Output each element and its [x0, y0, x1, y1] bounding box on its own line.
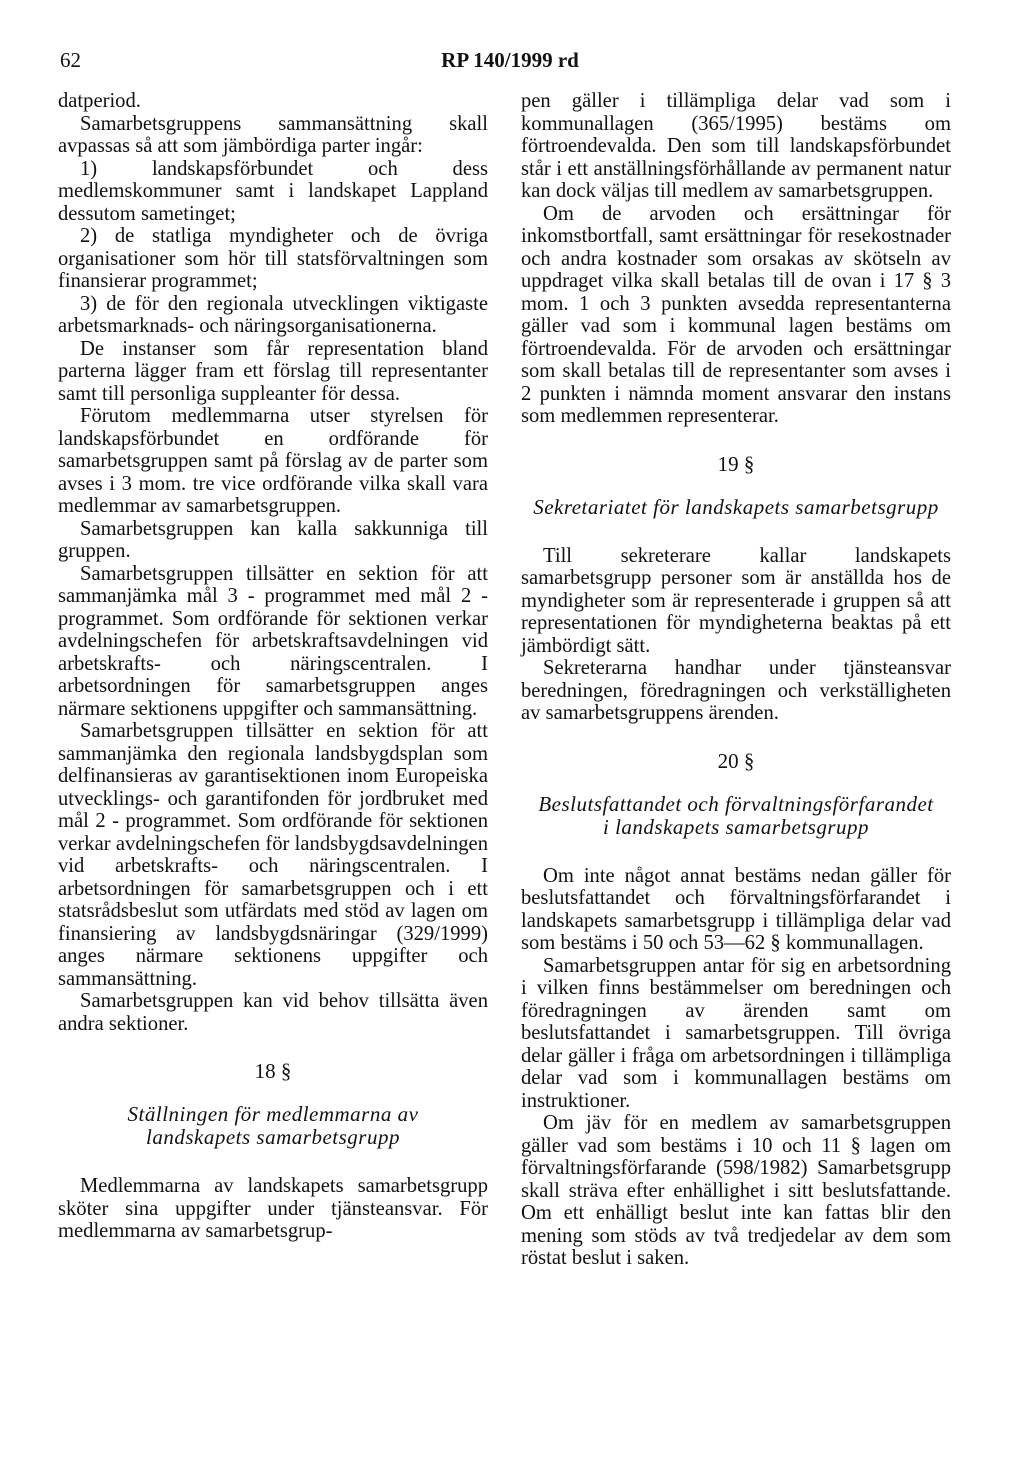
heading-line: landskapets samarbetsgrupp — [146, 1125, 400, 1149]
paragraph: datperiod. — [58, 90, 141, 112]
section-heading-20 — [521, 793, 951, 839]
document-id: RP 140/1999 rd — [441, 48, 579, 72]
paragraph: Sekreterarna handhar under tjänsteansvar beredningen, föredragningen och verkställigheten av samarbetsgruppens ärenden. — [521, 657, 951, 724]
paragraph: Samarbetsgruppen kan kalla sakkunniga till gruppen. — [58, 517, 488, 562]
paragraph: Samarbetsgruppen kan vid behov tillsätta även andra sektioner. — [58, 990, 488, 1035]
paragraph: pen gäller i tillämpliga delar vad som i kommunallagen (365/1995) bestäms om förtroendevalda. Den som till landskapsförbundet står i ett anställningsförhållande av permanent natur kan dock väljas till medlem av samarbetsgruppen. — [521, 90, 951, 202]
section-number-19: 19 § — [717, 451, 755, 476]
paragraph: 3) de för den regionala utvecklingen viktigaste arbetsmarknads- och näringsorganisationerna. — [58, 292, 488, 337]
paragraph: 2) de statliga myndigheter och de övriga organisationer som hör till statsförvaltningen som finansierar programmet; — [58, 225, 488, 292]
paragraph: Förutom medlemmarna utser styrelsen för landskapsförbundet en ordförande för samarbetsgruppen samt på förslag av de parter som avses i 3 mom. tre vice ordförande vilka skall vara medlemmar av samarbetsgruppen. — [58, 405, 488, 517]
heading-line: Ställningen för medlemmarna av — [127, 1102, 419, 1126]
paragraph: Samarbetsgruppen antar för sig en arbetsordning i vilken finns bestämmelser om beredningen och föredragningen av ärenden samt om beslutsfattandet i samarbetsgruppen. Till övriga delar gäller i fråga om arbetsordningen i tillämpliga delar vad som i kommunallagen bestäms om instruktioner. — [521, 954, 951, 1112]
paragraph: Medlemmarna av landskapets samarbetsgrupp sköter sina uppgifter under tjänsteansvar. För medlemmarna av samarbetsgrup- — [58, 1175, 488, 1242]
paragraph: Samarbetsgruppen tillsätter en sektion för att sammanjämka mål 3 - programmet med mål 2 - programmet. Som ordförande för sektionen verkar avdelningschefen för arbetskraftsavdelningen vid arbetskrafts- och näringscentralen. I arbetsordningen för samarbetsgruppen anges närmare sektionens uppgifter och sammansättning. — [58, 562, 488, 720]
paragraph: Om inte något annat bestäms nedan gäller för beslutsfattandet och förvaltningsförfarandet i landskapets samarbetsgrupp i tillämpliga delar vad som bestäms i 50 och 53—62 § kommunallagen. — [521, 864, 951, 954]
paragraph: De instanser som får representation bland parterna lägger fram ett förslag till representanter samt till personliga suppleanter för dessa. — [58, 337, 488, 405]
paragraph: 1) landskapsförbundet och dess medlemskommuner samt i landskapet Lappland dessutom sametinget; — [58, 157, 488, 225]
left-column — [58, 90, 488, 1243]
page-number: 62 — [60, 48, 81, 72]
paragraph: Om de arvoden och ersättningar för inkomstbortfall, samt ersättningar för resekostnader och andra kostnader som orsakas av skötseln av uppdraget vilka skall betalas till de ovan i 17 § 3 mom. 1 och 3 punkten avsedda representanterna gäller vad som i kommunal lagen bestäms om förtroendevalda. För de arvoden och ersättningar som skall betalas till de representanter som avses i 2 punkten i nämnda moment ansvarar den instans som medlemmen representerar. — [521, 202, 951, 427]
heading-line: Beslutsfattandet och förvaltningsförfarandet — [538, 791, 934, 816]
right-column — [521, 90, 951, 1270]
paragraph: Till sekreterare kallar landskapets samarbetsgrupp personer som är anställda hos de myndigheter som är representerade i gruppen så att representationen för myndigheterna beaktas på ett jämbördigt sätt. — [521, 544, 951, 657]
page-header — [60, 48, 960, 78]
paragraph: Om jäv för en medlem av samarbetsgruppen gäller vad som bestäms i 10 och 11 § lagen om förvaltningsförfarande (598/1982) Samarbetsgrupp skall sträva efter enhällighet i sitt beslutsfattande. Om ett enhälligt beslut inte kan fattas blir den mening som stöds av två tredjedelar av dem som röstat beslut i saken. — [521, 1112, 951, 1269]
paragraph: Samarbetsgruppens sammansättning skall avpassas så att som jämbördiga parter ingår: — [58, 112, 488, 157]
paragraph: Samarbetsgruppen tillsätter en sektion för att sammanjämka den regionala landsbygdsplan som delfinansieras av garantisektionen inom Europeiska utvecklings- och garantifonden för jordbruket med mål 2 - programmet. Som ordförande för sektionen verkar avdelningschefen för landsbygdsavdelningen vid arbetskrafts- och näringscentralen. I arbetsordningen för samarbetsgruppen och i ett statsrådsbeslut som utfärdats med stöd av lagen om finansiering av landsbygdsnäringar (329/1999) anges närmare sektionens uppgifter och sammansättning. — [58, 720, 488, 990]
section-heading-18 — [58, 1103, 488, 1149]
section-heading-19: Sekretariatet för landskapets samarbetsgrupp — [533, 494, 939, 519]
heading-line: i landskapets samarbetsgrupp — [603, 814, 869, 839]
section-number-18: 18 § — [254, 1059, 292, 1083]
section-number-20: 20 § — [717, 748, 755, 773]
